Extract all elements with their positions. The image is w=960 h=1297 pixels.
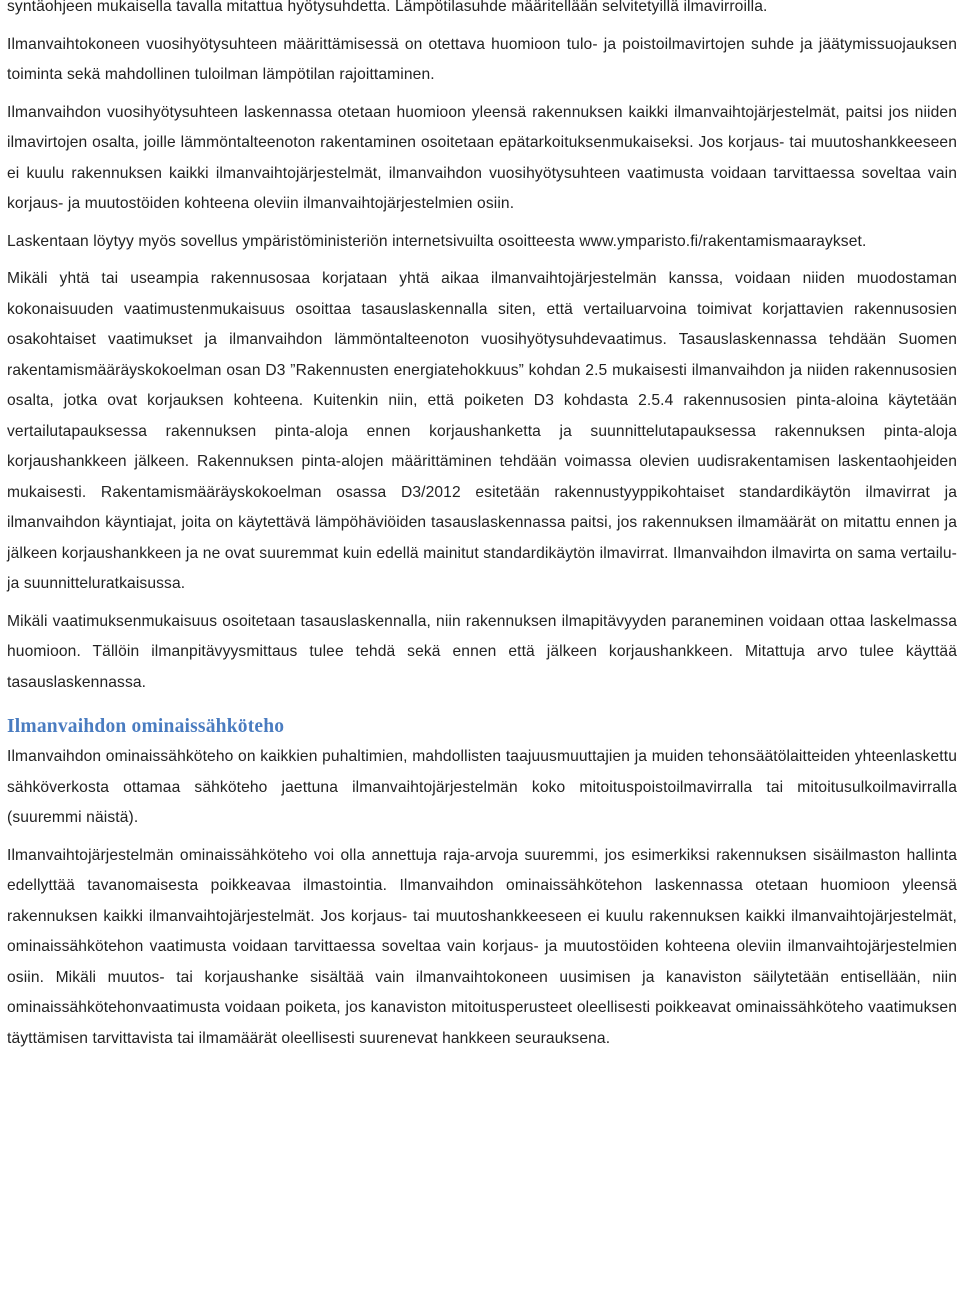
document-page [7,0,957,1054]
section-heading-ominaissahkoteho: Ilmanvaihdon ominaissähköteho [7,716,285,737]
paragraph-ilmapitavyys: Mikäli vaatimuksenmukaisuus osoitetaan tasauslaskennalla, niin rakennuksen ilmapitävyyden paraneminen voidaan ottaa laskelmassa huomioon. Tällöin ilmanpitävyysmittaus tulee tehdä sekä ennen että jälkeen korjaushankkeen. Mitattuja arvo tulee käyttää tasauslaskennassa. [7,612,957,691]
paragraph-vuosihyotysuhde-laskenta: Ilmanvaihdon vuosihyötysuhteen laskennassa otetaan huomioon yleensä rakennuksen kaikki ilmanvaihtojärjestelmät, paitsi jos niiden ilmavirtojen osalta, joille lämmöntalteenoton rakentaminen osoitetaan epätarkoituksenmukaiseksi. Jos korjaus- tai muutoshankkeeseen ei kuulu rakennuksen kaikki ilmanvaihtojärjestelmät, ilmanvaihdon vuosihyötysuhteen vaatimusta voidaan tarvittaessa soveltaa vain korjaus- ja muutostöiden kohteena oleviin ilmanvaihtojärjestelmien osiin. [7,103,957,212]
paragraph-tasauslaskenta: Mikäli yhtä tai useampia rakennusosaa korjataan yhtä aikaa ilmanvaihtojärjestelmän kanssa, voidaan niiden muodostaman kokonaisuuden vaatimustenmukaisuus osoittaa tasauslaskennalla siten, että vertailuarvoina toimivat korjattavien rakennusosien osakohtaiset vaatimukset ja ilmanvaihdon lämmöntalteenoton vuosihyötysuhdevaatimus. Tasauslaskennassa tehdään Suomen rakentamismääräyskokoelman osan D3 ”Rakennusten energiatehokkuus” kohdan 2.5 mukaisesti ilmanvaihdon ja niiden rakennusosien osalta, jotka ovat korjauksen kohteena. Kuitenkin niin, että poiketen D3 kohdasta 2.5.4 rakennusosien pinta-aloina käytetään vertailutapauksessa rakennuksen pinta-aloja ennen korjaushanketta ja suunnittelutapauksessa rakennuksen pinta-aloja korjaushankkeen jälkeen. Rakennuksen pinta-alojen määrittäminen tehdään voimassa olevien uudisrakentamisen laskentaohjeiden mukaisesti. Rakentamismääräyskokoelman osassa D3/2012 esitetään rakennustyyppikohtaiset standardikäytön ilmavirrat ja ilmanvaihdon käyntiajat, joita on käytettävä lämpöhäviöiden tasauslaskennassa paitsi, jos rakennuksen ilmamäärät on mitattu ennen ja jälkeen korjaushankkeen ja ne ovat suuremmat kuin edellä mainitut standardikäytön ilmavirrat. Ilmanvaihdon ilmavirta on sama vertailu- ja suunnitteluratkaisussa. [7,270,957,592]
paragraph-ominaissahkoteho-maaritelma: Ilmanvaihdon ominaissähköteho on kaikkien puhaltimien, mahdollisten taajuusmuuttajien ja muiden tehonsäätölaitteiden yhteenlaskettu sähköverkosta ottamaa sähköteho jaettuna ilmanvaihtojärjestelmän koko mitoituspoistoilmavirralla tai mitoitusulkoilmavirralla (suuremmi näistä). [7,748,957,826]
paragraph-vuosihyotysuhde-maaritys: Ilmanvaihtokoneen vuosihyötysuhteen määrittämisessä on otettava huomioon tulo- ja poistoilmavirtojen suhde ja jäätymissuojauksen toiminta sekä mahdollinen tuloilman lämpötilan rajoittaminen. [7,35,957,83]
paragraph-laskentasovellus: Laskentaan löytyy myös sovellus ympäristöministeriön internetsivuilta osoitteesta www.ymparisto.fi/rakentamismaaraykset. [7,232,867,250]
paragraph-ominaissahkoteho-raja-arvot: Ilmanvaihtojärjestelmän ominaissähköteho voi olla annettuja raja-arvoja suuremmi, jos esimerkiksi rakennuksen sisäilmaston hallinta edellyttää tavanomaisesta poikkeavaa ilmastointia. Ilmanvaihdon ominaissähkötehon laskennassa otetaan huomioon yleensä rakennuksen kaikki ilmanvaihtojärjestelmät. Jos korjaus- tai muutoshankkeeseen ei kuulu rakennuksen kaikki ilmanvaihtojärjestelmät, ominaissähkötehon vaatimusta voidaan tarvittaessa soveltaa vain korjaus- ja muutostöiden kohteena oleviin ilmanvaihtojärjestelmien osiin. Mikäli muutos- tai korjaushanke sisältää vain ilmanvaihtokoneen uusimisen ja kanaviston säilytetään entisellään, niin ominaissähkötehonvaatimusta voidaan poiketa, jos kanaviston mitoitusperusteet oleellisesti poikkeavat ominaissähköteho vaatimuksen täyttämisen tarvittavista tai ilmamäärät oleellisesti suurenevat hankkeen seurauksena. [7,846,957,1047]
paragraph-lampotilasuhde: syntäohjeen mukaisella tavalla mitattua hyötysuhdetta. Lämpötilasuhde määritellään selvitetyillä ilmavirroilla. [7,0,768,15]
